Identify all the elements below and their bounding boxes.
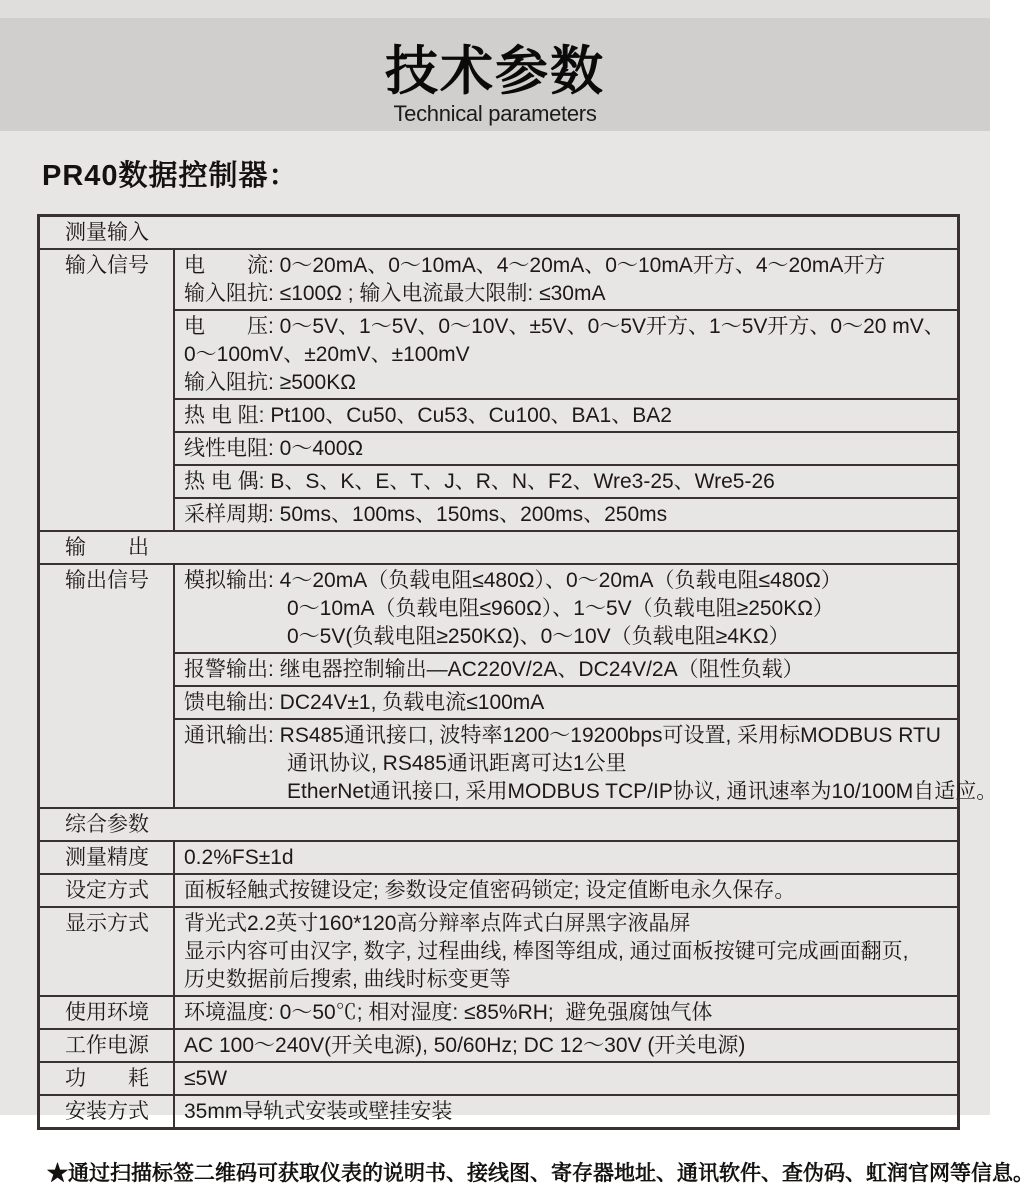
- table-subrow: [175, 1063, 957, 1094]
- row-label: 显示方式: [40, 908, 175, 995]
- row-label: 输入信号: [40, 250, 175, 530]
- row-content: [175, 908, 957, 995]
- row-content: [175, 1096, 957, 1127]
- row-content: [175, 565, 998, 807]
- row-content: [175, 997, 957, 1028]
- spec-line: 电 流: 0～20mA、0～10mA、4～20mA、0～10mA开方、4～20mA开方: [184, 254, 886, 277]
- spec-line: 历史数据前后搜索, 曲线时标变更等: [184, 968, 511, 991]
- row-label: 输 出: [65, 536, 149, 559]
- spec-line: 0～5V(负载电阻≥250KΩ)、0～10V（负载电阻≥4KΩ）: [287, 625, 790, 648]
- table-section: [40, 873, 957, 906]
- row-content: [175, 875, 957, 906]
- spec-line: 馈电输出: DC24V±1, 负载电流≤100mA: [184, 691, 545, 714]
- table-subrow: [175, 398, 957, 431]
- row-label: 工作电源: [40, 1030, 175, 1061]
- table-subrow: [175, 875, 957, 906]
- header-band: [0, 18, 990, 131]
- spec-line: 采样周期: 50ms、100ms、150ms、200ms、250ms: [184, 503, 668, 526]
- table-subrow: [175, 309, 957, 398]
- table-section-header: [40, 217, 957, 248]
- row-content: [175, 1030, 957, 1061]
- table-section: [40, 1028, 957, 1061]
- spec-line: 输入阻抗: ≥500KΩ: [184, 371, 356, 394]
- spec-line: 热 电 偶: B、S、K、E、T、J、R、N、F2、Wre3-25、Wre5-26: [184, 470, 775, 493]
- table-subrow: [175, 842, 957, 873]
- row-label: 综合参数: [65, 813, 149, 836]
- table-subrow: [175, 685, 957, 718]
- row-label: 功 耗: [40, 1063, 175, 1094]
- table-subrow: [175, 652, 957, 685]
- row-label: 测量输入: [65, 221, 149, 244]
- spec-line: EtherNet通讯接口, 采用MODBUS TCP/IP协议, 通讯速率为10/100M自适应。: [287, 780, 998, 803]
- table-subrow: [175, 250, 957, 309]
- table-subrow: [175, 431, 957, 464]
- row-label: 测量精度: [40, 842, 175, 873]
- page-subtitle: Technical parameters: [393, 100, 597, 126]
- table-section: [40, 995, 957, 1028]
- row-label: 设定方式: [40, 875, 175, 906]
- spec-line: 面板轻触式按键设定; 参数设定值密码锁定; 设定值断电永久保存。: [184, 879, 796, 902]
- table-subrow: [175, 464, 957, 497]
- spec-line: 模拟输出: 4～20mA（负载电阻≤480Ω）、0～20mA（负载电阻≤480Ω）: [184, 569, 842, 592]
- footer-note: ★通过扫描标签二维码可获取仪表的说明书、接线图、寄存器地址、通讯软件、查伪码、虹润官网等信息。: [47, 1162, 1034, 1185]
- spec-line: 通讯协议, RS485通讯距离可达1公里: [287, 752, 627, 775]
- spec-line: 0～100mV、±20mV、±100mV: [184, 343, 470, 366]
- row-label: 安装方式: [40, 1096, 175, 1127]
- spec-line: 热 电 阻: Pt100、Cu50、Cu53、Cu100、BA1、BA2: [184, 404, 672, 427]
- spec-line: 环境温度: 0～50℃; 相对湿度: ≤85%RH; 避免强腐蚀气体: [184, 1001, 713, 1024]
- top-strip: [0, 0, 990, 18]
- table-subrow: [175, 1096, 957, 1127]
- table-subrow: [175, 497, 957, 530]
- spec-line: 背光式2.2英寸160*120高分辩率点阵式白屏黑字液晶屏: [184, 912, 691, 935]
- table-section: [40, 1061, 957, 1094]
- row-label: 输出信号: [40, 565, 175, 807]
- spec-table: [37, 214, 998, 1130]
- spec-line: 显示内容可由汉字, 数字, 过程曲线, 棒图等组成, 通过面板按键可完成画面翻页,: [184, 940, 909, 963]
- table-subrow: [175, 565, 957, 652]
- page-title: 技术参数: [385, 42, 605, 101]
- row-content: [175, 250, 957, 530]
- spec-line: 电 压: 0～5V、1～5V、0～10V、±5V、0～5V开方、1～5V开方、0～20 mV、: [184, 315, 945, 338]
- row-content: [175, 842, 957, 873]
- table-subrow: [175, 997, 957, 1028]
- spec-line: 输入阻抗: ≤100Ω ; 输入电流最大限制: ≤30mA: [184, 282, 606, 305]
- spec-line: 通讯输出: RS485通讯接口, 波特率1200～19200bps可设置, 采用标MODBUS RTU: [184, 724, 941, 747]
- spec-line: 线性电阻: 0～400Ω: [184, 437, 364, 460]
- spec-line: ≤5W: [184, 1067, 228, 1090]
- spec-line: 35mm导轨式安装或壁挂安装: [184, 1100, 453, 1123]
- table-section: [40, 563, 998, 807]
- table-section-header: [40, 530, 957, 563]
- row-label: 使用环境: [40, 997, 175, 1028]
- table-section: [40, 906, 957, 995]
- table-subrow: [175, 1030, 957, 1061]
- table-section: [40, 1094, 957, 1127]
- spec-line: AC 100～240V(开关电源), 50/60Hz; DC 12～30V (开关电源): [184, 1034, 746, 1057]
- table-section-header: [40, 807, 957, 840]
- row-content: [175, 1063, 957, 1094]
- spec-line: 报警输出: 继电器控制输出—AC220V/2A、DC24V/2A（阻性负载）: [184, 658, 804, 681]
- table-section: [40, 248, 957, 530]
- spec-line: 0～10mA（负载电阻≤960Ω）、1～5V（负载电阻≥250KΩ）: [287, 597, 834, 620]
- spec-line: 0.2%FS±1d: [184, 846, 294, 869]
- product-title: PR40数据控制器：: [42, 160, 299, 192]
- table-section: [40, 840, 957, 873]
- table-subrow: [175, 718, 998, 807]
- table-subrow: [175, 908, 957, 995]
